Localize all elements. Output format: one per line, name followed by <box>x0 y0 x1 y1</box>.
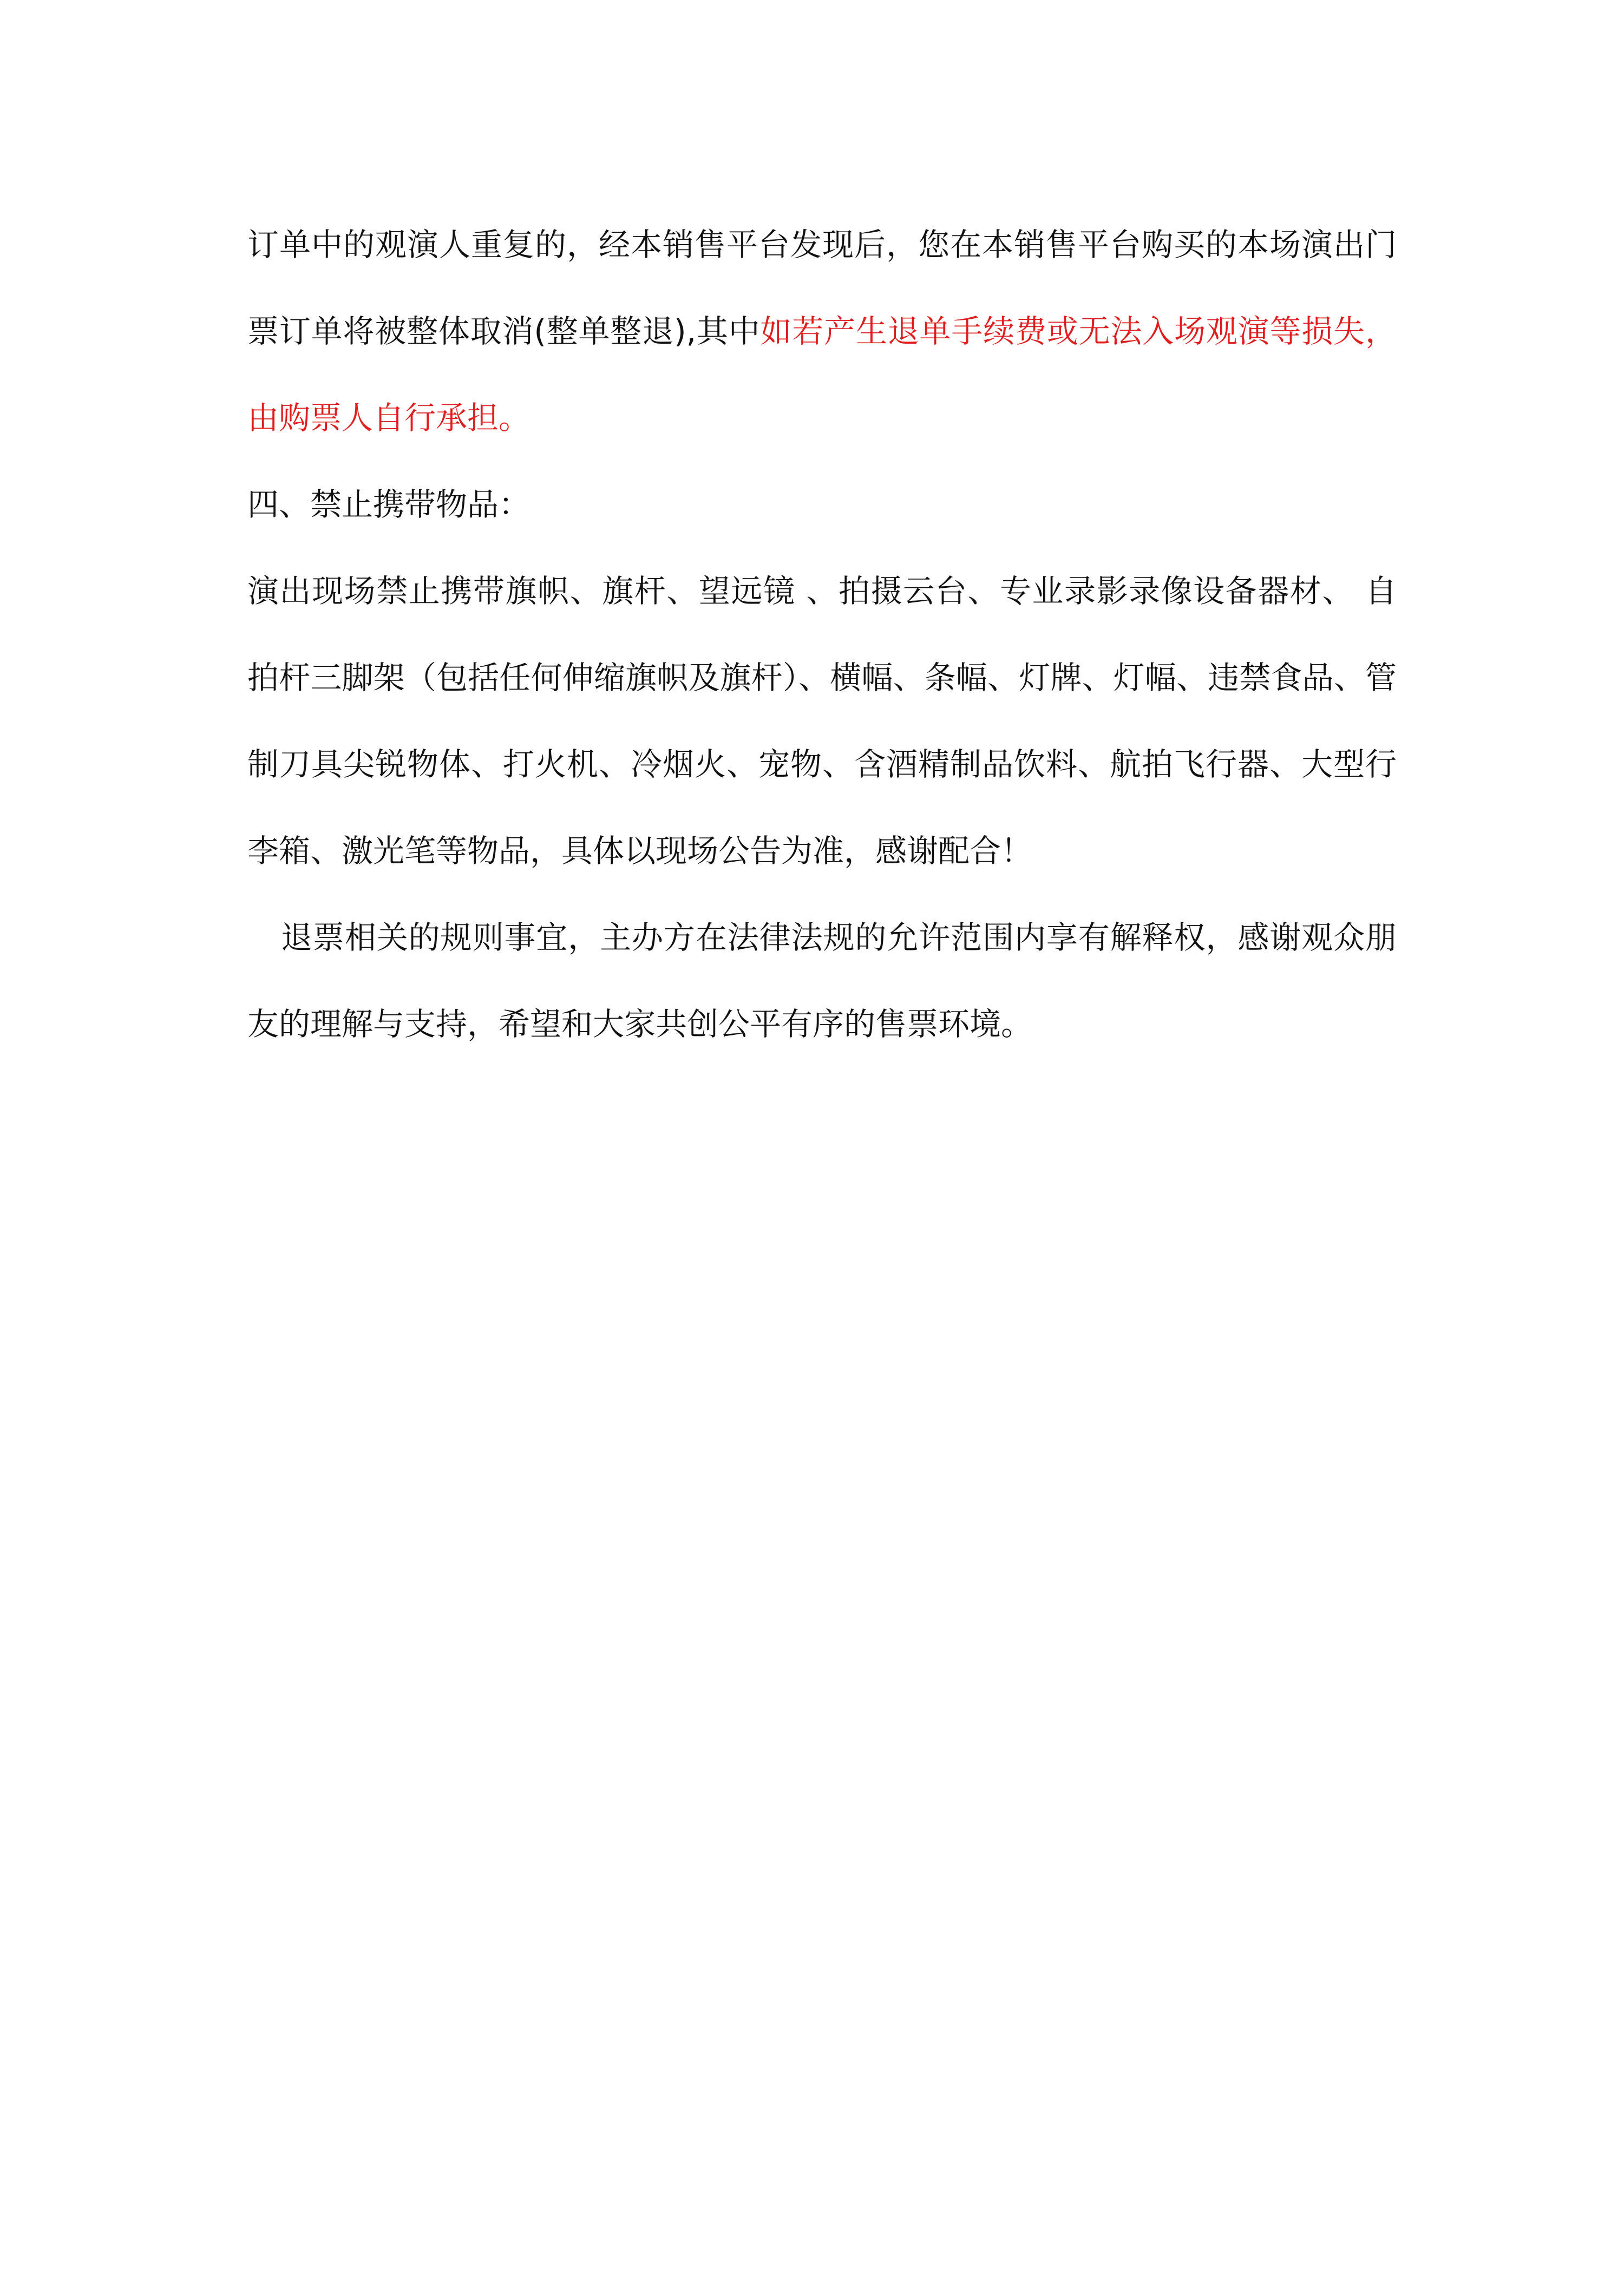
prohibited-items-paragraph: 演出现场禁止携带旗帜、旗杆、望远镜 、拍摄云台、专业录影录像设备器材、 自拍杆三脚架（包括任何伸缩旗帜及旗杆）、横幅、条幅、灯牌、灯幅、违禁食品、管制刀具尖锐物体、打火机、冷烟火、宠物、含酒精制品饮料、航拍飞行器、大型行李箱、激光笔等物品，具体以现场公告为准，感谢配合！ <box>247 573 1397 869</box>
duplicate-attendee-paragraph <box>247 201 1397 461</box>
document-body <box>247 201 1397 1067</box>
closing-paragraph: 退票相关的规则事宜，主办方在法律法规的允许范围内享有解释权，感谢观众朋友的理解与支持，希望和大家共创公平有序的售票环境。 <box>247 919 1397 1042</box>
loss-warning-text: 如若产生退单手续费或无法入场观演等损失，由购票人自行承担。 <box>247 313 1397 436</box>
duplicate-attendee-text: 订单中的观演人重复的，经本销售平台发现后，您在本销售平台购买的本场演出门票订单将被整体取消(整单整退),其中 <box>247 226 1397 350</box>
section-heading-prohibited-items: 四、禁止携带物品： <box>247 486 531 523</box>
